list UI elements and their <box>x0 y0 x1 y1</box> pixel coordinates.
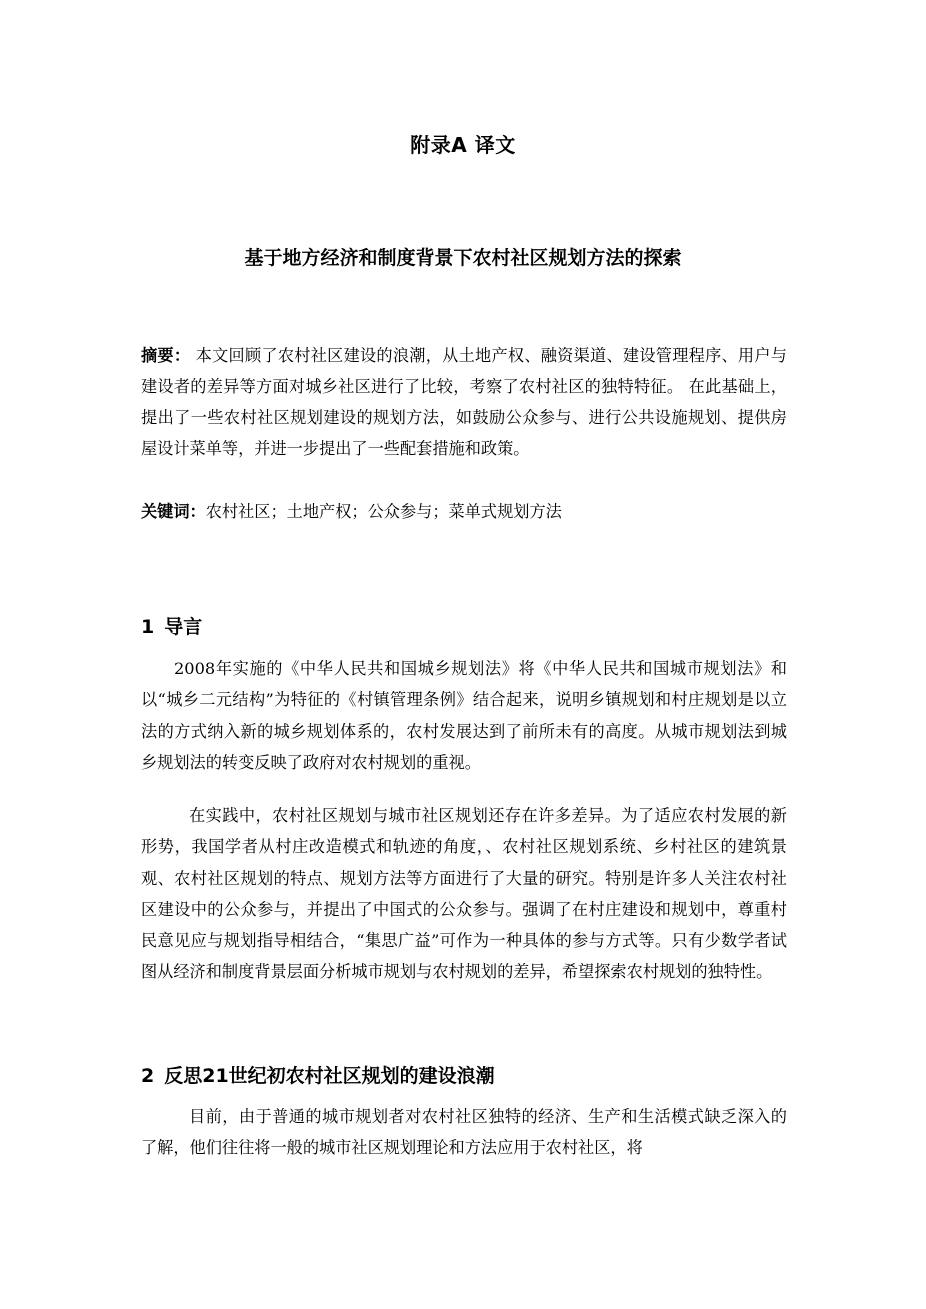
section-number: 1 <box>141 616 155 638</box>
section-number: 2 <box>141 1065 155 1087</box>
paper-title: 基于地方经济和制度背景下农村社区规划方法的探索 <box>244 247 682 269</box>
section-title: 反思21世纪初农村社区规划的建设浪潮 <box>164 1065 495 1087</box>
abstract <box>141 340 787 464</box>
abstract-label: 摘要： <box>141 346 191 365</box>
section-heading-reflection <box>141 1062 787 1090</box>
body-paragraph: 在实践中，农村社区规划与城市社区规划还存在许多差异。为了适应农村发展的新形势，我国学者从村庄改造模式和轨迹的角度，、农村社区规划系统、乡村社区的建筑景观、农村社区规划的特点、规划方法等方面进行了大量的研究。特别是许多人关注农村社区建设中的公众参与，并提出了中国式的公众参与。强调了在村庄建设和规划中，尊重村民意见应与规划指导相结合，“集思广益”可作为一种具体的参与方式等。只有少数学者试图从经济和制度背景层面分析城市规划与农村规划的差异，希望探索农村规划的独特性。 <box>141 806 787 982</box>
abstract-text: 本文回顾了农村社区建设的浪潮，从土地产权、融资渠道、建设管理程序、用户与建设者的差异等方面对城乡社区进行了比较，考察了农村社区的独特特征。 在此基础上，提出了一些农村社区规划建设的规划方法，如鼓励公众参与、进行公共设施规划、提供房屋设计菜单等，并进一步提出了一些配套措施和政策。 <box>141 346 787 458</box>
section-title: 导言 <box>164 616 203 638</box>
keywords-label: 关键词： <box>141 502 206 521</box>
section-heading-introduction <box>141 613 787 641</box>
keywords <box>141 496 787 527</box>
body-paragraph: 2008年实施的《中华人民共和国城乡规划法》将《中华人民共和国城市规划法》和以“城乡二元结构”为特征的《村镇管理条例》结合起来，说明乡镇规划和村庄规划是以立法的方式纳入新的城乡规划体系的，农村发展达到了前所未有的高度。从城市规划法到城乡规划法的转变反映了政府对农村规划的重视。 <box>141 659 787 772</box>
body-paragraph: 目前，由于普通的城市规划者对农村社区独特的经济、生产和生活模式缺乏深入的了解，他们往往将一般的城市社区规划理论和方法应用于农村社区，将 <box>141 1107 787 1158</box>
appendix-title: 附录A 译文 <box>410 133 516 157</box>
keywords-text: 农村社区；土地产权；公众参与；菜单式规划方法 <box>205 502 562 521</box>
